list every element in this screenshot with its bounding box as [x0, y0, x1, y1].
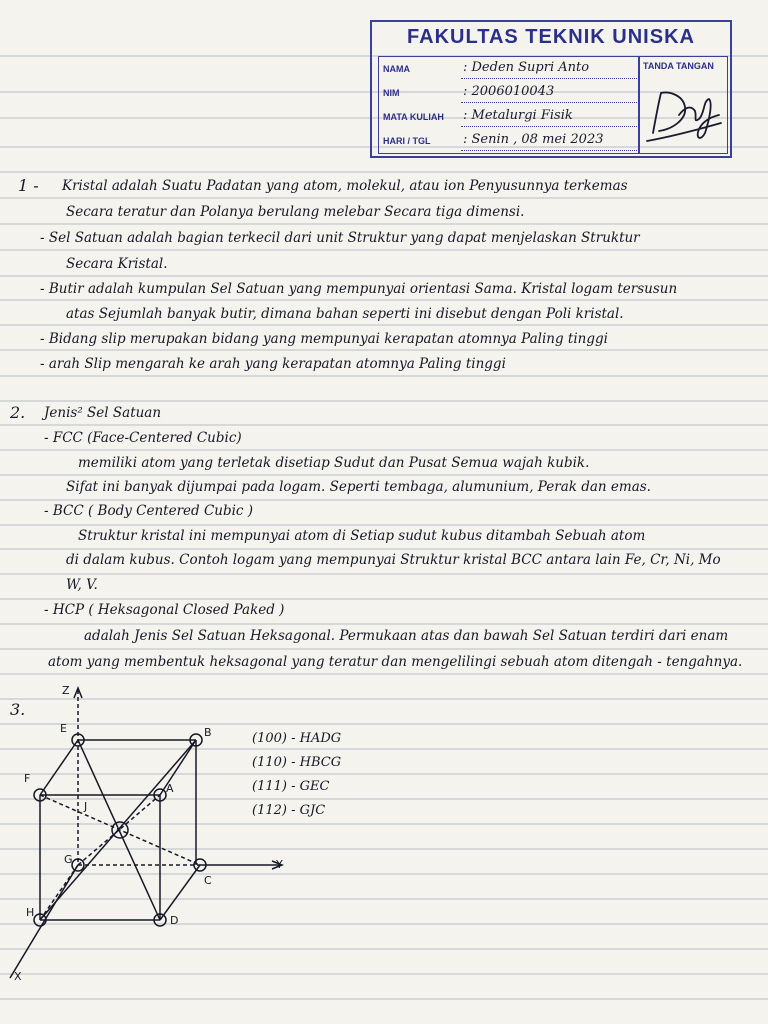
signature-label: TANDA TANGAN — [643, 61, 714, 71]
text-line: adalah Jenis Sel Satuan Heksagonal. Permukaan atas dan bawah Sel Satuan terdiri dari enam — [84, 628, 729, 644]
course-label: MATA KULIAH — [383, 112, 444, 122]
axis-x-label: X — [14, 970, 22, 983]
question-2-number: 2. — [10, 403, 26, 422]
text-line: - FCC (Face-Centered Cubic) — [44, 430, 242, 446]
text-line: - Bidang slip merupakan bidang yang mempunyai kerapatan atomnya Paling tinggi — [40, 331, 608, 347]
plane-112: (112) - GJC — [252, 803, 326, 818]
student-info-box — [378, 56, 640, 154]
section-heading: Jenis² Sel Satuan — [44, 405, 162, 421]
axis-z-label: Z — [62, 684, 70, 697]
nim-label: NIM — [383, 88, 400, 98]
question-1-number: 1 - — [18, 176, 39, 195]
vertex-label-c: C — [204, 874, 212, 887]
name-value: : Deden Supri Anto — [463, 60, 590, 75]
text-line: memiliki atom yang terletak disetiap Sudut dan Pusat Semua wajah kubik. — [78, 455, 590, 471]
course-row — [383, 107, 639, 129]
name-row — [383, 59, 639, 81]
text-line: - arah Slip mengarah ke arah yang kerapatan atomnya Paling tinggi — [40, 356, 506, 372]
course-value: : Metalurgi Fisik — [463, 108, 573, 123]
text-line: W, V. — [66, 577, 98, 593]
vertex-label-f: F — [24, 772, 31, 785]
date-row — [383, 131, 639, 153]
text-line: - Sel Satuan adalah bagian terkecil dari unit Struktur yang dapat menjelaskan Struktur — [40, 230, 640, 246]
faculty-title: FAKULTAS TEKNIK UNISKA — [407, 26, 695, 48]
unit-cell-diagram — [0, 680, 300, 1000]
signature-image — [639, 71, 725, 151]
vertex-label-h: H — [26, 906, 35, 919]
text-line: - BCC ( Body Centered Cubic ) — [44, 503, 254, 519]
vertex-label-j: J — [84, 800, 88, 813]
text-line: Struktur kristal ini mempunyai atom di Setiap sudut kubus ditambah Sebuah atom — [78, 528, 646, 544]
header-stamp — [370, 20, 732, 158]
name-label: NAMA — [383, 64, 410, 74]
vertex-label-a: A — [166, 782, 174, 795]
text-line: atas Sejumlah banyak butir, dimana bahan seperti ini disebut dengan Poli kristal. — [66, 306, 624, 322]
text-line: - Butir adalah kumpulan Sel Satuan yang mempunyai orientasi Sama. Kristal logam tersusun — [40, 281, 678, 297]
plane-100: (100) - HADG — [252, 731, 342, 746]
vertex-label-d: D — [170, 914, 179, 927]
date-value: : Senin , 08 mei 2023 — [463, 132, 604, 147]
plane-110: (110) - HBCG — [252, 755, 342, 770]
text-line: Secara teratur dan Polanya berulang melebar Secara tiga dimensi. — [66, 204, 525, 220]
vertex-label-b: B — [204, 726, 212, 739]
nim-value: : 2006010043 — [463, 84, 555, 99]
question-3-number: 3. — [10, 700, 26, 719]
text-line: atom yang membentuk heksagonal yang teratur dan mengelilingi sebuah atom ditengah - tengahnya. — [48, 654, 743, 670]
text-line: Sifat ini banyak dijumpai pada logam. Seperti tembaga, alumunium, Perak dan emas. — [66, 479, 651, 495]
text-line: di dalam kubus. Contoh logam yang mempunyai Struktur kristal BCC antara lain Fe, Cr, Ni, Mo — [66, 552, 721, 568]
text-line: Kristal adalah Suatu Padatan yang atom, molekul, atau ion Penyusunnya terkemas — [62, 178, 628, 194]
nim-row — [383, 83, 639, 105]
text-line: Secara Kristal. — [66, 256, 168, 272]
plane-111: (111) - GEC — [252, 779, 330, 794]
vertex-label-g: G — [64, 853, 73, 866]
signature-box — [638, 56, 728, 154]
text-line: - HCP ( Heksagonal Closed Paked ) — [44, 602, 285, 618]
date-label: HARI / TGL — [383, 136, 431, 146]
vertex-label-e: E — [60, 722, 67, 735]
axis-y-label: Y — [276, 858, 283, 871]
